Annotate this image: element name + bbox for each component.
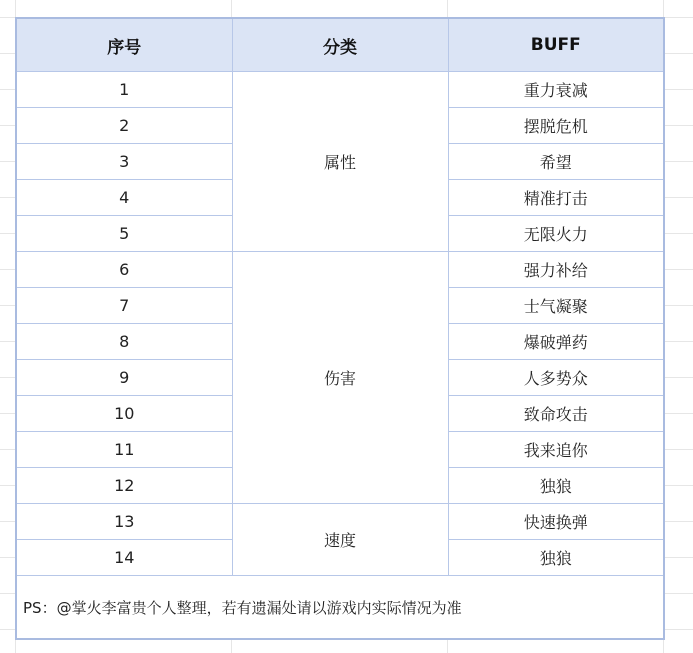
cell-buff[interactable]: 无限火力 — [448, 216, 664, 252]
cell-buff[interactable]: 强力补给 — [448, 252, 664, 288]
cell-category[interactable]: 速度 — [232, 504, 448, 576]
cell-number[interactable]: 12 — [16, 468, 232, 504]
cell-category[interactable]: 伤害 — [232, 252, 448, 504]
table-row — [16, 72, 664, 108]
table-row — [16, 252, 664, 288]
cell-number[interactable]: 2 — [16, 108, 232, 144]
cell-number[interactable]: 5 — [16, 216, 232, 252]
header-row — [16, 18, 664, 72]
cell-number[interactable]: 4 — [16, 180, 232, 216]
note-row — [16, 576, 664, 640]
cell-buff[interactable]: 精准打击 — [448, 180, 664, 216]
cell-number[interactable]: 6 — [16, 252, 232, 288]
cell-buff[interactable]: 独狼 — [448, 468, 664, 504]
header-cell-buff[interactable]: BUFF — [448, 18, 664, 72]
note-cell[interactable]: PS：@掌火李富贵个人整理，若有遗漏处请以游戏内实际情况为准 — [16, 576, 664, 640]
table-row — [16, 504, 664, 540]
cell-buff[interactable]: 我来追你 — [448, 432, 664, 468]
cell-number[interactable]: 14 — [16, 540, 232, 576]
buff-table — [15, 17, 665, 640]
cell-buff[interactable]: 致命攻击 — [448, 396, 664, 432]
cell-buff[interactable]: 重力衰减 — [448, 72, 664, 108]
cell-buff[interactable]: 希望 — [448, 144, 664, 180]
cell-category[interactable]: 属性 — [232, 72, 448, 252]
cell-number[interactable]: 7 — [16, 288, 232, 324]
cell-buff[interactable]: 独狼 — [448, 540, 664, 576]
cell-buff[interactable]: 快速换弹 — [448, 504, 664, 540]
header-cell-number[interactable]: 序号 — [16, 18, 232, 72]
cell-number[interactable]: 11 — [16, 432, 232, 468]
header-cell-category[interactable]: 分类 — [232, 18, 448, 72]
cell-number[interactable]: 3 — [16, 144, 232, 180]
cell-number[interactable]: 8 — [16, 324, 232, 360]
cell-buff[interactable]: 摆脱危机 — [448, 108, 664, 144]
cell-number[interactable]: 9 — [16, 360, 232, 396]
cell-buff[interactable]: 人多势众 — [448, 360, 664, 396]
cell-number[interactable]: 1 — [16, 72, 232, 108]
cell-buff[interactable]: 爆破弹药 — [448, 324, 664, 360]
cell-buff[interactable]: 士气凝聚 — [448, 288, 664, 324]
cell-number[interactable]: 10 — [16, 396, 232, 432]
cell-number[interactable]: 13 — [16, 504, 232, 540]
